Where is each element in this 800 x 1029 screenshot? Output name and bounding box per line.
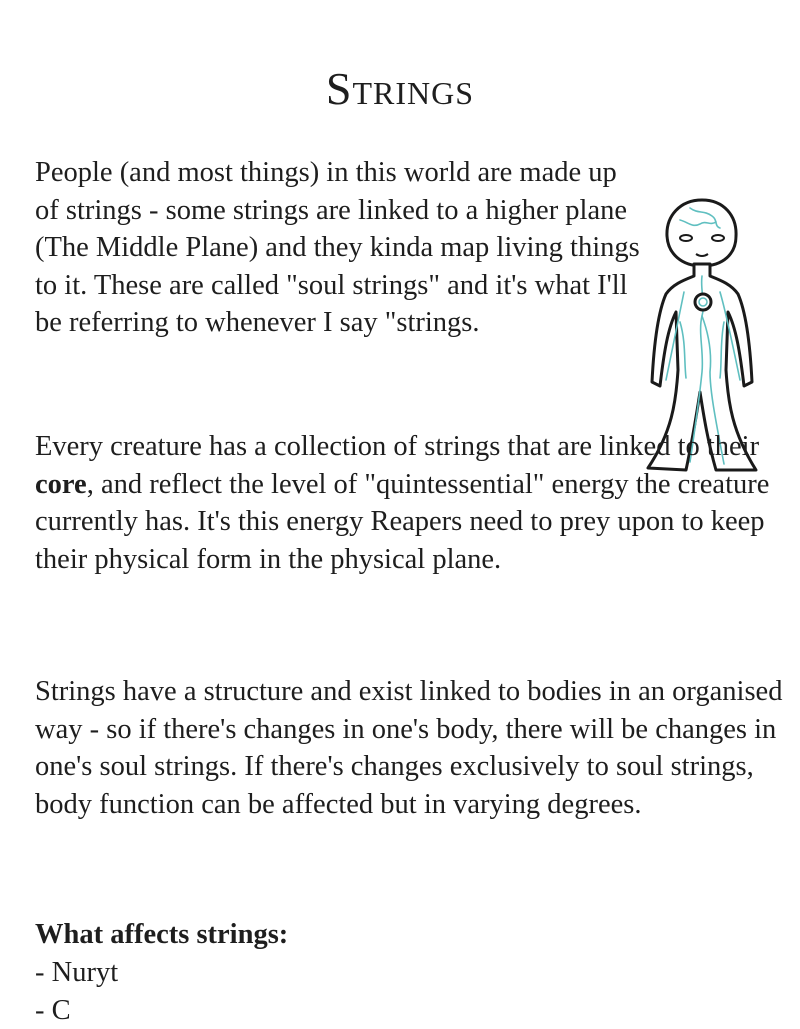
paragraph-core-text-end: , and reflect the level of "quintessential" energy the creature currently has. It's this energy Reapers need to prey upon to keep their physical form in the physical plane. — [35, 469, 769, 575]
affects-heading: What affects strings: — [35, 916, 288, 954]
paragraph-core-energy — [35, 428, 795, 578]
core-term: core — [35, 469, 87, 500]
affects-list — [35, 954, 118, 1029]
page-title: Strings — [0, 62, 800, 115]
paragraph-string-structure: Strings have a structure and exist linked to bodies in an organised way - so if there's changes in one's body, there will be changes in one's soul strings. If there's changes exclusively to soul strings, body function can be affected but in varying degrees. — [35, 673, 795, 823]
paragraph-core-text-start: Every creature has a collection of strings that are linked to their — [35, 431, 759, 462]
list-item: - Nuryt — [35, 954, 118, 992]
list-item: - C — [35, 992, 118, 1029]
paragraph-soul-strings: People (and most things) in this world are made up of strings - some strings are linked to a higher plane (The Middle Plane) and they kinda map living things to it. These are called "soul strings" and it's what I'll be referring to whenever I say "strings. — [35, 154, 645, 342]
